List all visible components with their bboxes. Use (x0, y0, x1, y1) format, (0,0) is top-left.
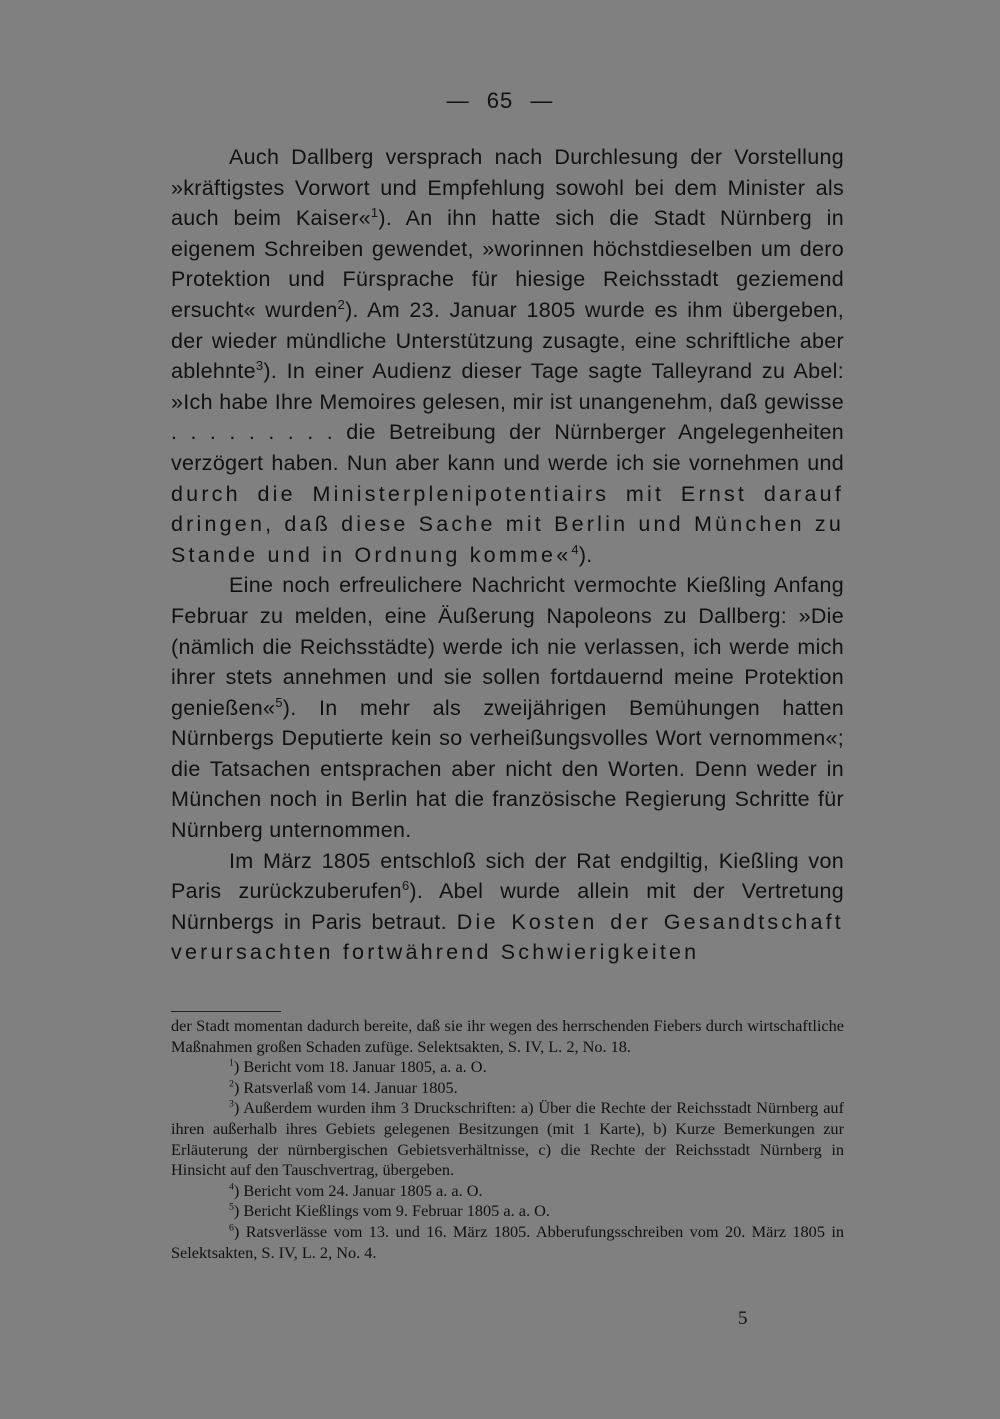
p1-text-c: ). In einer Audienz dieser Tage sagte Talleyrand zu Abel: »Ich habe Ihre Memoires gelesen, mir ist unangenehm, daß gewisse . . . . . . . . . die Betreibung der Nürnberger Angelegenheiten verzögert haben. Nun aber kann und werde ich sie vornehmen und (171, 359, 844, 475)
p2-text-a: Eine noch erfreulichere Nachricht vermochte Kießling Anfang Februar zu melden, eine Äußerung Napoleons zu Dallberg: »Die (nämlich die Reichsstädte) werde ich nie verlassen, ich werde mich ihrer stets annehmen und sie sollen fortdauernd meine Protektion genießen« (171, 573, 844, 720)
paragraph-2 (171, 570, 844, 845)
paragraph-1 (171, 142, 844, 570)
footnote-ref-6: 6 (401, 878, 410, 894)
p3-spaced-emphasis: Die Kosten der Gesandtschaft verursachten fortwährend Schwierigkeiten (171, 909, 844, 965)
main-text (171, 142, 844, 968)
signature-mark: 5 (738, 1308, 748, 1329)
footnote-ref-1: 1 (370, 205, 379, 221)
footnote-2 (171, 1078, 844, 1099)
footnote-ref-3: 3 (255, 358, 264, 373)
footnote-4-number: 4 (229, 1181, 234, 1193)
p1-text-a: ). An ihn hatte sich die Stadt Nürnberg in eigenem Schreiben gewendet, »worinnen höchstdieselben um dero Protektion und Fürsprache für hiesige Reichsstadt geziemend ersucht« wurden (171, 206, 845, 322)
footnote-ref-4: 4 (571, 541, 579, 557)
footnote-6 (171, 1222, 844, 1263)
header-dash-right: — (530, 88, 554, 113)
header-dash-left: — (446, 88, 470, 113)
footnote-1 (171, 1057, 844, 1078)
footnote-2-text: ) Ratsverlaß vom 14. Januar 1805. (233, 1077, 458, 1097)
p1-end: ). (578, 542, 593, 567)
footnote-5 (171, 1201, 844, 1222)
p3-text-a: Im März 1805 entschloß sich der Rat endgiltig, Kießling von Paris zurückzuberufen (171, 848, 844, 904)
page-number: 65 (486, 88, 514, 113)
p1-spaced-emphasis: durch die Ministerplenipotentiairs mit Ernst darauf dringen, daß diese Sache mit Berlin und München zu Stande und in Ordnung komme« (171, 481, 844, 567)
footnote-continuation: der Stadt momentan dadurch bereite, daß sie ihr wegen des herrschenden Fiebers durch wirtschaftliche Maßnahmen großen Schaden zufüge. Selektsakten, S. IV, L. 2, No. 18. (171, 1016, 844, 1056)
footnote-4 (171, 1181, 844, 1202)
paragraph-3 (171, 846, 844, 968)
footnote-5-text: ) Bericht Kießlings vom 9. Februar 1805 a. a. O. (233, 1201, 550, 1221)
footnote-3-text: ) Außerdem wurden ihm 3 Druckschriften: a) Über die Rechte der Reichsstadt Nürnberg auf ihren außerhalb ihres Gebiets gelegenen Besitzungen (mit 1 Karte), b) Kurze Bemerkungen zur Erläuterung der nürnbergischen Gebietsverhältnisse, c) die Rechte der Reichsstadt Nürnberg in Hinsicht auf den Tauschvertrag, übergeben. (171, 1098, 844, 1180)
p2-text-b: ). In mehr als zweijährigen Bemühungen hatten Nürnbergs Deputierte kein so verheißungsvolles Wort vernommen«; die Tatsachen entsprachen aber nicht den Worten. Denn weder in München noch in Berlin hat die französische Regierung Schritte für Nürnberg unternommen. (171, 695, 844, 843)
footnote-3 (171, 1098, 844, 1180)
p1-text-b: ). Am 23. Januar 1805 wurde es ihm übergeben, der wieder mündliche Unterstützung zusagte, eine schriftliche aber ablehnte (171, 297, 844, 384)
p1-intro: Auch Dallberg versprach nach Durchlesung der Vorstellung »kräftigstes Vorwort und Empfehlung sowohl bei dem Minister als auch beim Kaiser« (171, 145, 844, 231)
footnote-1-text: ) Bericht vom 18. Januar 1805, a. a. O. (233, 1057, 487, 1077)
running-head (0, 88, 1000, 114)
footnote-1-number: 1 (229, 1057, 234, 1069)
footnote-ref-2: 2 (337, 296, 346, 312)
footnote-rule (171, 1011, 281, 1012)
footnote-5-number: 5 (229, 1201, 234, 1213)
footnote-6-number: 6 (229, 1222, 234, 1234)
footnote-2-number: 2 (229, 1078, 234, 1090)
footnote-ref-5: 5 (275, 694, 283, 710)
footnote-6-text: ) Ratsverlässe vom 13. und 16. März 1805. Abberufungsschreiben vom 20. März 1805 in Selektsakten, S. IV, L. 2, No. 4. (171, 1221, 844, 1262)
p3-text-b: ). Abel wurde allein mit der Vertretung Nürnbergs in Paris betraut. (171, 879, 844, 934)
footnote-3-number: 3 (229, 1098, 234, 1110)
footnotes (171, 1016, 844, 1263)
footnote-4-text: ) Bericht vom 24. Januar 1805 a. a. O. (233, 1180, 483, 1200)
